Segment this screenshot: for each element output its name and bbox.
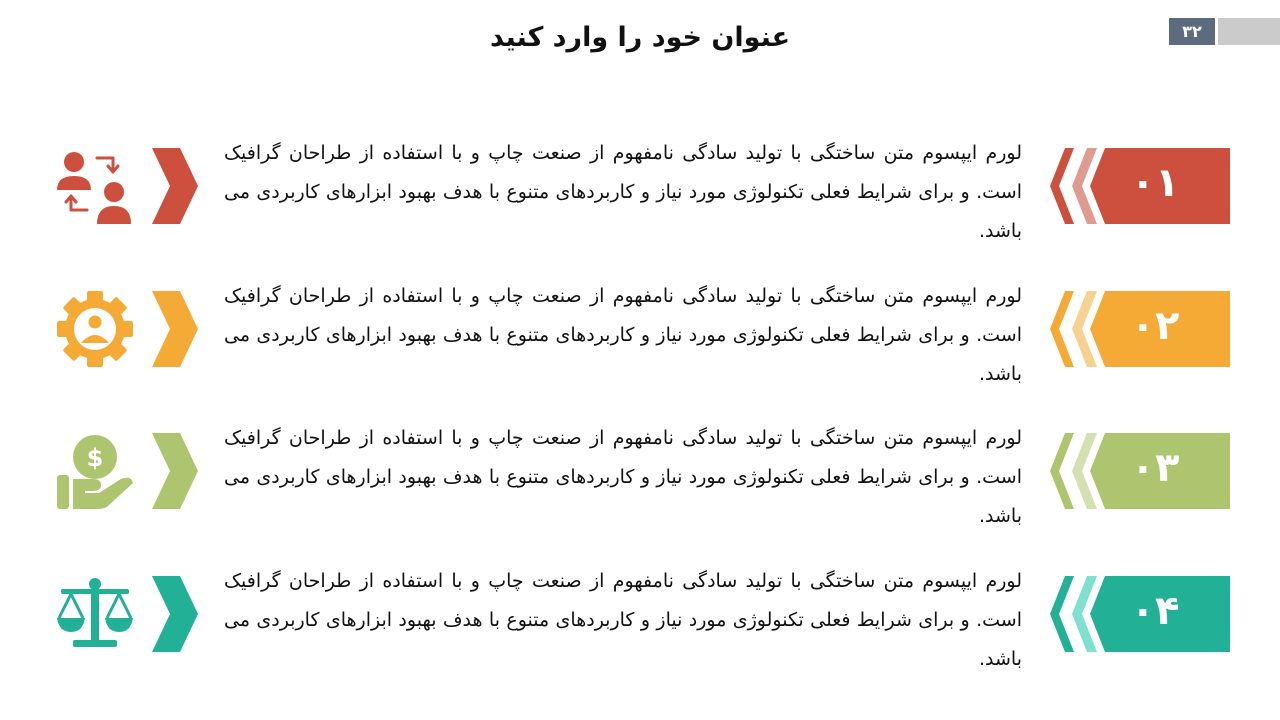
list-item bbox=[0, 427, 1280, 527]
chevron-right-icon bbox=[150, 291, 198, 367]
list-item bbox=[0, 285, 1280, 385]
row-text: لورم ایپسوم متن ساختگی با تولید سادگی نامفهوم از صنعت چاپ و با استفاده از طراحان گرافیک است. و برای شرایط فعلی تکنولوژی مورد نیاز و کاربردهای متنوع با هدف بهبود ابزارهای کاربردی می باشد. bbox=[224, 570, 1022, 670]
row-number: ۰۳ bbox=[1130, 445, 1180, 491]
chevron-right-icon bbox=[150, 433, 198, 509]
gear-person-icon bbox=[55, 291, 135, 367]
row-number: ۰۴ bbox=[1130, 588, 1180, 634]
row-number: ۰۱ bbox=[1130, 160, 1180, 206]
row-text: لورم ایپسوم متن ساختگی با تولید سادگی نامفهوم از صنعت چاپ و با استفاده از طراحان گرافیک است. و برای شرایط فعلی تکنولوژی مورد نیاز و کاربردهای متنوع با هدف بهبود ابزارهای کاربردی می باشد. bbox=[224, 427, 1022, 527]
page-number-bar bbox=[1218, 18, 1280, 45]
chevron-right-icon bbox=[150, 576, 198, 652]
page-title: عنوان خود را وارد کنید bbox=[489, 22, 791, 53]
row-text: لورم ایپسوم متن ساختگی با تولید سادگی نامفهوم از صنعت چاپ و با استفاده از طراحان گرافیک است. و برای شرایط فعلی تکنولوژی مورد نیاز و کاربردهای متنوع با هدف بهبود ابزارهای کاربردی می باشد. bbox=[224, 285, 1022, 385]
user-exchange-icon bbox=[55, 148, 135, 224]
svg-text:$: $ bbox=[86, 444, 104, 472]
row-text: لورم ایپسوم متن ساختگی با تولید سادگی نامفهوم از صنعت چاپ و با استفاده از طراحان گرافیک است. و برای شرایط فعلی تکنولوژی مورد نیاز و کاربردهای متنوع با هدف بهبود ابزارهای کاربردی می باشد. bbox=[224, 142, 1022, 242]
balance-scale-icon bbox=[55, 576, 135, 652]
hand-dollar-icon bbox=[55, 433, 135, 509]
list-item bbox=[0, 142, 1280, 242]
list-item bbox=[0, 570, 1280, 670]
page-number-badge: ۳۲ bbox=[1169, 18, 1215, 45]
chevron-right-icon bbox=[150, 148, 198, 224]
row-number: ۰۲ bbox=[1130, 303, 1180, 349]
